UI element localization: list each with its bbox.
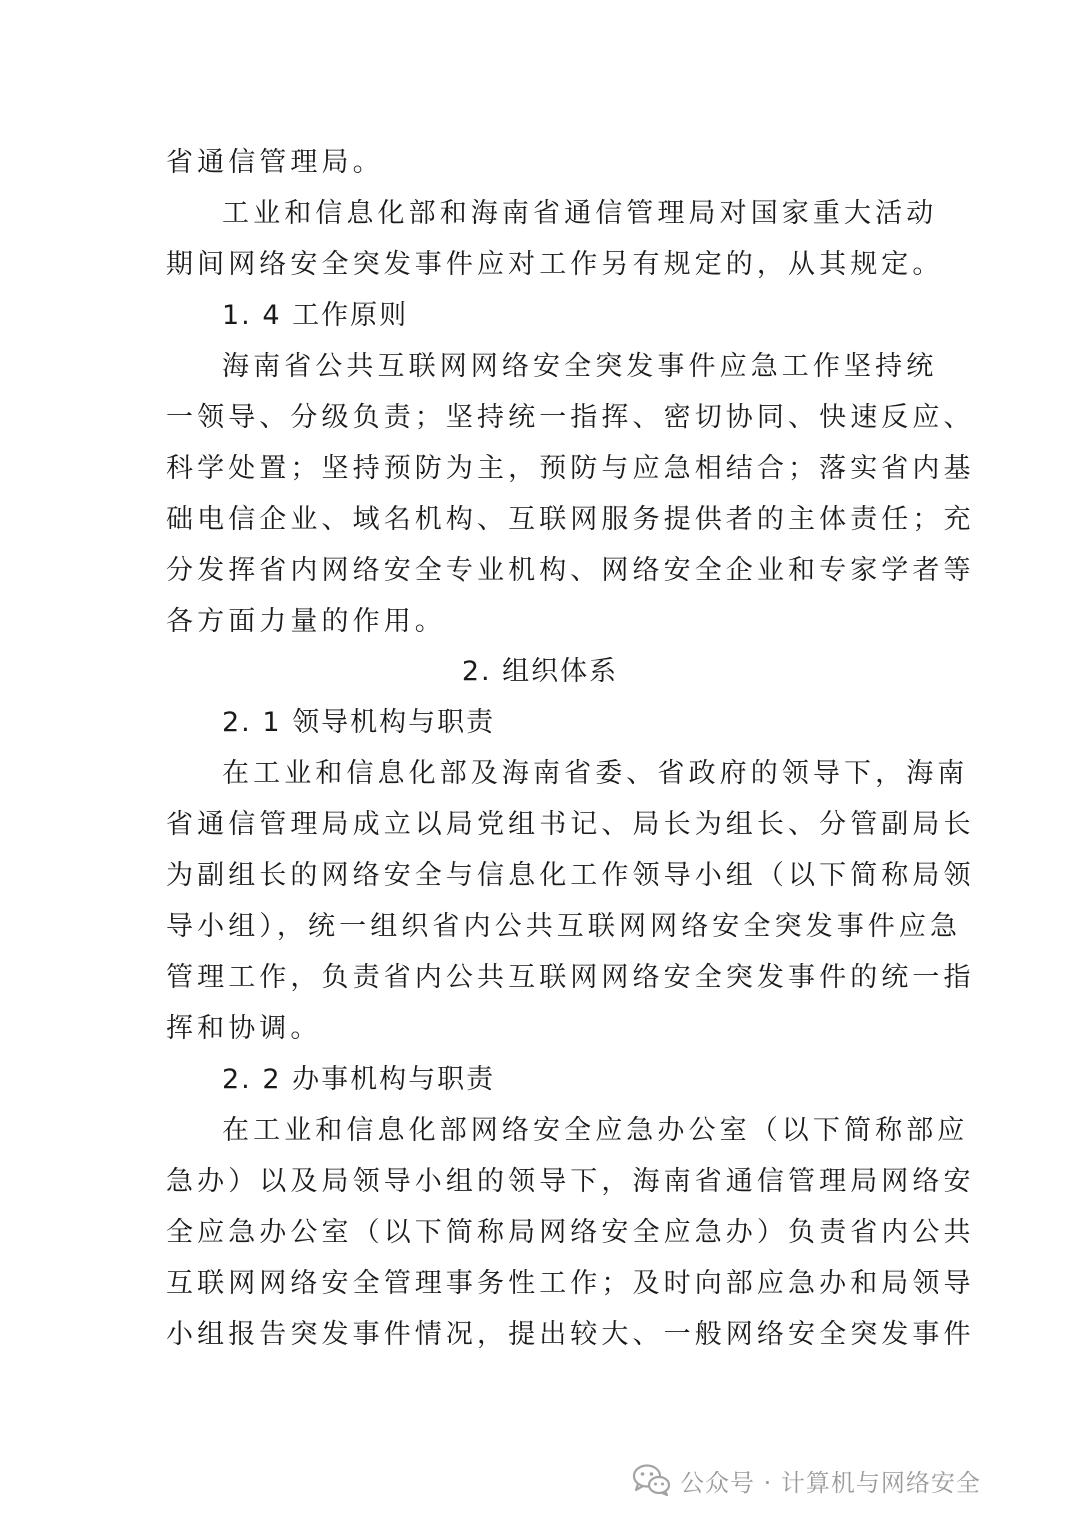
text-line: 分发挥省内网络安全专业机构、网络安全企业和专家学者等: [166, 555, 975, 586]
watermark: [632, 1462, 981, 1498]
watermark-text: 公众号 · 计算机与网络安全: [680, 1468, 981, 1497]
text-line: 为副组长的网络安全与信息化工作领导小组（以下简称局领: [166, 860, 975, 891]
text-line: 科学处置；坚持预防为主，预防与应急相结合；落实省内基: [166, 453, 975, 484]
section-heading-1-4: 1. 4 工作原则: [222, 300, 409, 331]
text-line: 各方面力量的作用。: [166, 606, 446, 637]
text-line: 导小组），统一组织省内公共互联网网络安全突发事件应急: [166, 911, 962, 942]
text-line: 础电信企业、域名机构、互联网服务提供者的主体责任；充: [166, 504, 975, 535]
text-line: 管理工作，负责省内公共互联网网络安全突发事件的统一指: [166, 962, 975, 993]
text-line: 在工业和信息化部网络安全应急办公室（以下简称部应: [222, 1115, 969, 1146]
text-line: 海南省公共互联网网络安全突发事件应急工作坚持统: [222, 351, 938, 382]
text-line: 工业和信息化部和海南省通信管理局对国家重大活动: [222, 198, 938, 229]
text-line: 省通信管理局成立以局党组书记、局长为组长、分管副局长: [166, 809, 975, 840]
text-line: 在工业和信息化部及海南省委、省政府的领导下，海南: [222, 758, 969, 789]
section-heading-2-1: 2. 1 领导机构与职责: [222, 707, 496, 738]
text-line: 全应急办公室（以下简称局网络安全应急办）负责省内公共: [166, 1217, 975, 1248]
wechat-icon: [632, 1463, 672, 1497]
text-line: 挥和协调。: [166, 1013, 322, 1044]
text-line: 互联网网络安全管理事务性工作；及时向部应急办和局领导: [166, 1268, 975, 1299]
text-line: 省通信管理局。: [166, 147, 384, 178]
text-line: 急办）以及局领导小组的领导下，海南省通信管理局网络安: [166, 1166, 975, 1197]
text-line: 期间网络安全突发事件应对工作另有规定的，从其规定。: [166, 249, 944, 280]
text-line: 一领导、分级负责；坚持统一指挥、密切协同、快速反应、: [166, 402, 975, 433]
section-heading-2-2: 2. 2 办事机构与职责: [222, 1064, 496, 1095]
chapter-heading-2: 2. 组织体系: [461, 656, 619, 687]
text-line: 小组报告突发事件情况，提出较大、一般网络安全突发事件: [166, 1319, 975, 1350]
